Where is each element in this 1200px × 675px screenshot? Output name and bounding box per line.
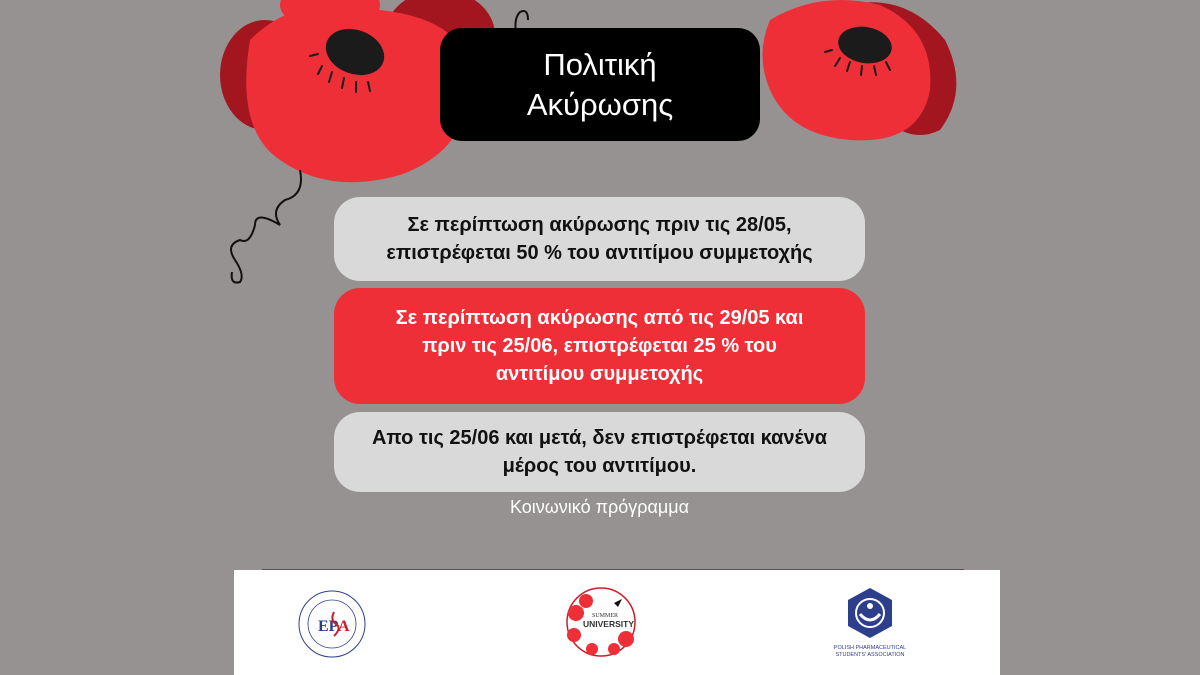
card-text-line: μέρος του αντιτίμου. — [502, 455, 697, 477]
no-refund-card — [334, 412, 865, 492]
card-text-line: πριν τις 25/06, επιστρέφεται 25 % του — [422, 335, 777, 357]
right-poppy-icon — [763, 0, 957, 140]
title-box — [440, 28, 760, 141]
title-line-2: Ακύρωσης — [526, 86, 674, 122]
card-text-line: επιστρέφεται 50 % του αντιτίμου συμμετοχής — [386, 242, 813, 264]
su-university-text: UNIVERSITY — [583, 619, 635, 629]
svg-text:A: A — [338, 618, 350, 635]
card-text-line: αντιτίμου συμμετοχής — [495, 363, 704, 385]
card-text-line: Σε περίπτωση ακύρωσης πριν τις 28/05, — [407, 214, 792, 236]
su-summer-text: SUMMER — [592, 613, 619, 619]
card-text-line: Απο τις 25/06 και μετά, δεν επιστρέφεται κανένα — [371, 427, 827, 449]
pol-text-2: STUDENTS' ASSOCIATION — [835, 652, 905, 658]
pol-text-1: POLISH PHARMACEUTICAL — [834, 645, 906, 651]
summer-university-logo-icon — [562, 583, 640, 661]
polish-pharmaceutical-logo-icon — [834, 584, 906, 664]
title-line-1: Πολιτική — [543, 46, 657, 82]
epsa-logo-icon — [296, 588, 368, 660]
svg-text:EP: EP — [318, 618, 339, 635]
social-program-label: Κοινωνικό πρόγραμμα — [509, 497, 690, 517]
refund-25-card — [334, 288, 865, 404]
card-text-line: Σε περίπτωση ακύρωσης από τις 29/05 και — [395, 307, 804, 329]
refund-50-card — [334, 197, 865, 281]
footer-logos — [234, 570, 1000, 675]
